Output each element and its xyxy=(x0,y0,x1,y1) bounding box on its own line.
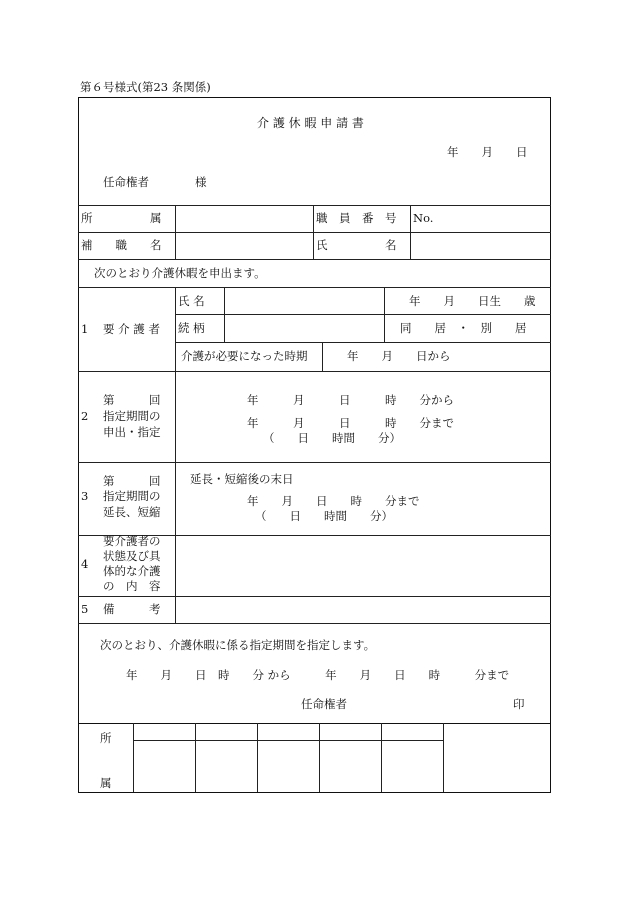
frame-left xyxy=(78,97,79,793)
care-need-label: 介護が必要になった時期 xyxy=(181,349,308,363)
section5-number: 5 xyxy=(81,602,89,616)
period-duration: （ 日 時間 分） xyxy=(263,431,401,445)
care-need-date: 年 月 日から xyxy=(347,349,451,363)
intro-text: 次のとおり介護休暇を申出ます。 xyxy=(94,266,266,280)
care-recipient-name-label: 氏 名 xyxy=(178,294,205,308)
frame-right xyxy=(550,97,551,793)
position-label: 補 職 名 xyxy=(81,238,162,252)
section3-label-1: 第 回 xyxy=(103,474,161,488)
frame-bottom xyxy=(78,792,551,793)
staff-number-value: No. xyxy=(413,211,434,225)
section5-label: 備 考 xyxy=(103,602,161,616)
section3-label-3: 延長、短縮 xyxy=(103,505,161,519)
section2-number: 2 xyxy=(81,409,89,423)
staff-number-label: 職 員 番 号 xyxy=(316,211,397,225)
date-line: 年 月 日 xyxy=(447,145,528,159)
name-label: 氏 名 xyxy=(316,238,397,252)
designation-text: 次のとおり、介護休暇に係る指定期間を指定します。 xyxy=(100,638,376,652)
form-title: 介 護 休 暇 申 請 書 xyxy=(257,116,364,130)
authority-label: 任命権者 xyxy=(301,697,347,711)
seal-mark: 印 xyxy=(513,697,525,711)
section3-label-2: 指定期間の xyxy=(103,489,161,503)
bottom-affiliation-top: 所 xyxy=(100,731,112,745)
section2-label-1: 第 回 xyxy=(103,393,161,407)
section1-number: 1 xyxy=(81,322,89,336)
section4-label-2: 状態及び具 xyxy=(103,549,161,563)
section4-number: 4 xyxy=(81,557,89,571)
section4-label-4: の 内 容 xyxy=(103,579,161,593)
birth-date-age: 年 月 日生 歳 xyxy=(409,294,536,308)
frame-top xyxy=(78,97,551,98)
section4-label-1: 要介護者の xyxy=(103,534,161,548)
bottom-affiliation-bottom: 属 xyxy=(100,776,112,790)
extension-duration: （ 日 時間 分） xyxy=(255,509,393,523)
period-start: 年 月 日 時 分から xyxy=(247,393,454,407)
designation-period: 年 月 日 時 分 から 年 月 日 時 分まで xyxy=(126,668,510,682)
section2-label-2: 指定期間の xyxy=(103,409,161,423)
affiliation-label: 所 属 xyxy=(81,211,162,225)
extension-end: 年 月 日 時 分まで xyxy=(247,494,420,508)
section3-number: 3 xyxy=(81,489,89,503)
relationship-label: 続 柄 xyxy=(178,321,205,335)
section2-label-3: 申出・指定 xyxy=(103,425,161,439)
form-number: 第６号様式(第23 条関係) xyxy=(80,80,211,94)
section1-label: 要 介 護 者 xyxy=(103,322,160,336)
residence-status: 同 居 ・ 別 居 xyxy=(400,321,527,335)
section4-label-3: 体的な介護 xyxy=(103,564,161,578)
period-end: 年 月 日 時 分まで xyxy=(247,416,454,430)
addressee: 任命権者 様 xyxy=(103,175,207,189)
extension-heading: 延長・短縮後の末日 xyxy=(190,472,294,486)
